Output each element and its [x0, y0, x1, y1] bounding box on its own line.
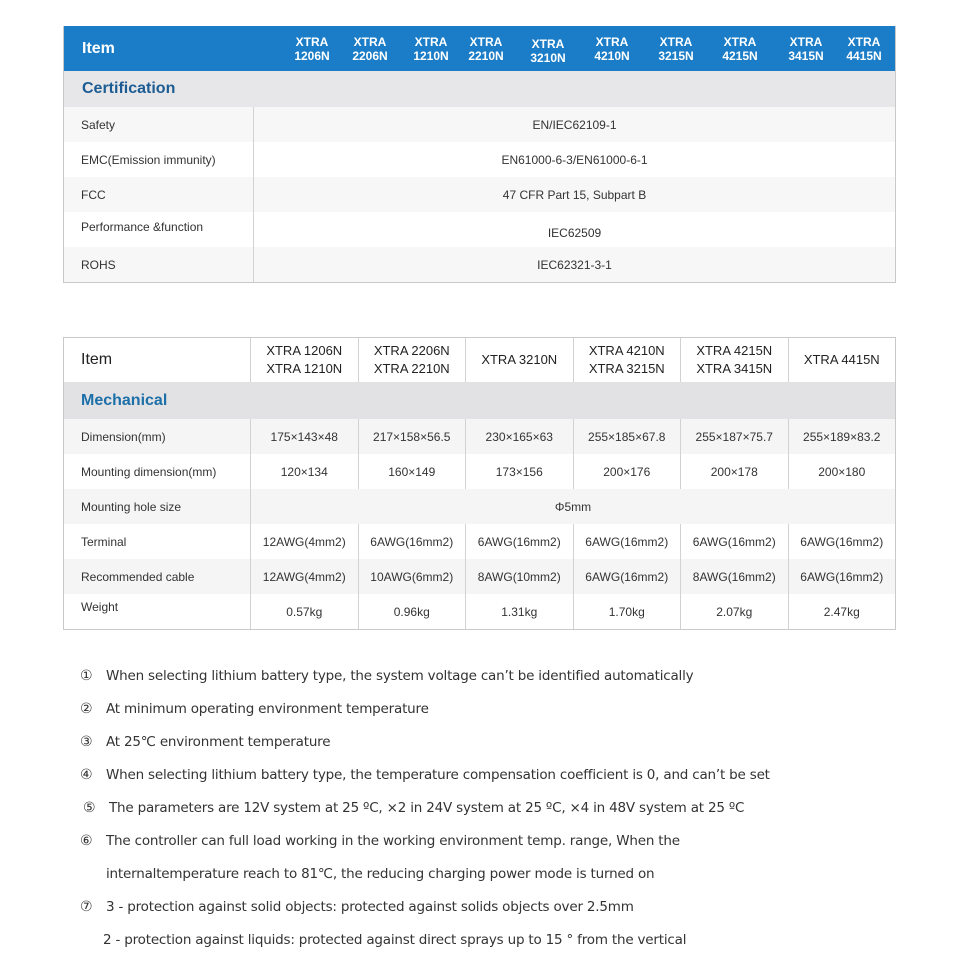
- footnote-3: [80, 734, 780, 767]
- footnote-number: ⑦: [80, 899, 93, 915]
- footnote-text: The controller can full load working in the working environment temp. range, When the: [106, 833, 680, 849]
- cell: 2.07kg: [680, 594, 788, 629]
- certification-rows: [64, 107, 895, 282]
- row-value: IEC62509: [547, 225, 602, 240]
- table-row: [64, 212, 895, 247]
- column-header: XTRA 3210N: [465, 338, 573, 382]
- model-header: XTRA 3210N: [530, 37, 566, 65]
- footnote-number: ③: [80, 734, 93, 750]
- row-value: EN61000-6-3/EN61000-6-1: [501, 152, 648, 167]
- section-title-mechanical: Mechanical: [64, 382, 895, 419]
- cell: 6AWG(16mm2): [465, 524, 573, 559]
- column-header: XTRA 1206N XTRA 1210N: [250, 338, 358, 382]
- footnote-number: ①: [80, 668, 93, 684]
- model-header: XTRA 3215N: [658, 35, 694, 63]
- header-item-label: Item: [64, 338, 250, 382]
- cell: 255×189×83.2: [788, 419, 896, 454]
- row-label: Mounting dimension(mm): [64, 454, 250, 489]
- row-label: FCC: [64, 177, 254, 212]
- cell: 10AWG(6mm2): [358, 559, 466, 594]
- model-header: XTRA 2206N: [352, 35, 388, 63]
- footnote-7-continued: [80, 932, 780, 965]
- row-label: EMC(Emission immunity): [64, 142, 254, 177]
- cell: 120×134: [250, 454, 358, 489]
- cell: 8AWG(10mm2): [465, 559, 573, 594]
- model-header: XTRA 2210N: [468, 35, 504, 63]
- header-item-label: Item: [82, 39, 115, 57]
- footnote-5: [80, 800, 780, 833]
- footnote-text: At minimum operating environment temperature: [106, 701, 429, 717]
- row-label: Performance &function: [64, 212, 254, 247]
- table-row: [64, 559, 895, 594]
- table-row: [64, 489, 895, 524]
- mechanical-table: [63, 337, 896, 630]
- cell: 0.96kg: [358, 594, 466, 629]
- footnote-number: ②: [80, 701, 93, 717]
- model-header: XTRA 4215N: [722, 35, 758, 63]
- cell: 8AWG(16mm2): [680, 559, 788, 594]
- footnote-number: ⑤: [83, 800, 96, 816]
- footnote-6-continued: [80, 866, 780, 899]
- column-header: XTRA 2206N XTRA 2210N: [358, 338, 466, 382]
- row-label: Recommended cable: [64, 559, 250, 594]
- cell: 6AWG(16mm2): [573, 524, 681, 559]
- cell: 2.47kg: [788, 594, 896, 629]
- table-row: [64, 419, 895, 454]
- footnote-7: [80, 899, 780, 932]
- cell: 0.57kg: [250, 594, 358, 629]
- model-header: XTRA 1210N: [413, 35, 449, 63]
- footnote-6: [80, 833, 780, 866]
- cell: 173×156: [465, 454, 573, 489]
- footnote-4: [80, 767, 780, 800]
- footnote-text: 3 - protection against solid objects: protected against solids objects over 2.5mm: [106, 899, 634, 915]
- footnote-text: When selecting lithium battery type, the temperature compensation coefficient is 0, and can’t be set: [106, 767, 770, 783]
- row-label: Dimension(mm): [64, 419, 250, 454]
- footnote-text: At 25℃ environment temperature: [106, 734, 331, 750]
- model-header: XTRA 1206N: [294, 35, 330, 63]
- footnote-text: 2 - protection against liquids: protected against direct sprays up to 15 ° from the vertical: [103, 932, 687, 948]
- table-row: [64, 454, 895, 489]
- cell: 200×176: [573, 454, 681, 489]
- footnote-text: When selecting lithium battery type, the system voltage can’t be identified automatically: [106, 668, 694, 684]
- row-label: Mounting hole size: [64, 489, 250, 524]
- mechanical-table-header: [64, 338, 895, 382]
- footnote-number: ④: [80, 767, 93, 783]
- row-value: 47 CFR Part 15, Subpart B: [502, 187, 647, 202]
- certification-table: [63, 26, 896, 283]
- row-value: EN/IEC62109-1: [532, 117, 617, 132]
- footnote-text: The parameters are 12V system at 25 ºC, ×2 in 24V system at 25 ºC, ×4 in 48V system at 25 ºC: [109, 800, 745, 816]
- cell: 160×149: [358, 454, 466, 489]
- row-value: IEC62321-3-1: [537, 257, 612, 272]
- table-row: [64, 524, 895, 559]
- model-header: XTRA 3415N: [788, 35, 824, 63]
- cell: 200×180: [788, 454, 896, 489]
- cell: 1.70kg: [573, 594, 681, 629]
- row-label: Safety: [64, 107, 254, 142]
- model-header: XTRA 4415N: [846, 35, 882, 63]
- cell: 6AWG(16mm2): [788, 524, 896, 559]
- certification-table-header: [64, 26, 895, 71]
- table-row: [64, 247, 895, 282]
- section-title-certification: Certification: [64, 71, 895, 107]
- footnotes: [80, 668, 780, 965]
- cell: 217×158×56.5: [358, 419, 466, 454]
- cell: 200×178: [680, 454, 788, 489]
- cell: 6AWG(16mm2): [680, 524, 788, 559]
- cell: 175×143×48: [250, 419, 358, 454]
- cell: 6AWG(16mm2): [788, 559, 896, 594]
- cell: 1.31kg: [465, 594, 573, 629]
- cell: 255×187×75.7: [680, 419, 788, 454]
- cell: 12AWG(4mm2): [250, 559, 358, 594]
- table-row: [64, 107, 895, 142]
- footnote-1: [80, 668, 780, 701]
- merged-cell: Φ5mm: [250, 489, 895, 524]
- model-header: XTRA 4210N: [594, 35, 630, 63]
- cell: 12AWG(4mm2): [250, 524, 358, 559]
- cell: 6AWG(16mm2): [358, 524, 466, 559]
- footnote-number: ⑥: [80, 833, 93, 849]
- column-header: XTRA 4415N: [788, 338, 896, 382]
- table-row: [64, 142, 895, 177]
- cell: 6AWG(16mm2): [573, 559, 681, 594]
- cell: 255×185×67.8: [573, 419, 681, 454]
- row-label: Weight: [64, 594, 250, 629]
- row-label: Terminal: [64, 524, 250, 559]
- column-header: XTRA 4210N XTRA 3215N: [573, 338, 681, 382]
- table-row: [64, 594, 895, 629]
- cell: 230×165×63: [465, 419, 573, 454]
- table-row: [64, 177, 895, 212]
- row-label: ROHS: [64, 247, 254, 282]
- footnote-text: internaltemperature reach to 81℃, the reducing charging power mode is turned on: [106, 866, 655, 882]
- model-header-list: [272, 26, 895, 71]
- column-header: XTRA 4215N XTRA 3415N: [680, 338, 788, 382]
- footnote-2: [80, 701, 780, 734]
